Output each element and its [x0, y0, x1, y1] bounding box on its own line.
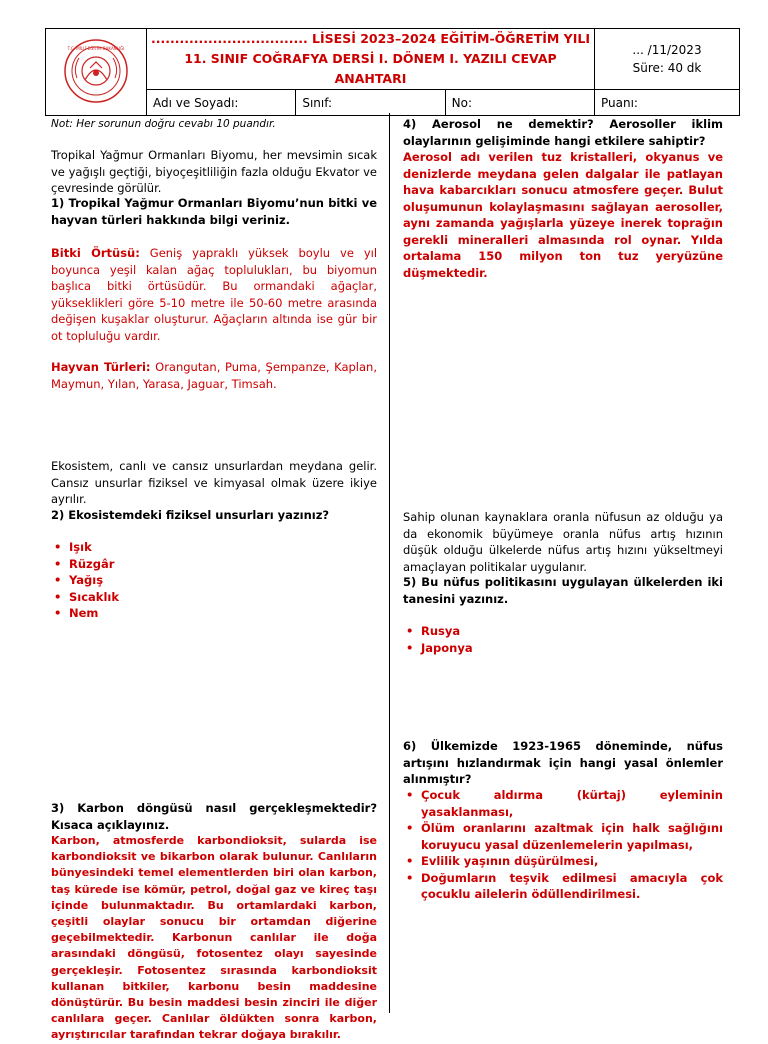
list-item: • Evlilik yaşının düşürülmesi,: [406, 854, 599, 868]
bullet-dot-icon: •: [54, 573, 62, 587]
date-cell: [595, 29, 740, 90]
list-item: • Işık: [54, 540, 92, 554]
q5-answer-list: [403, 623, 723, 656]
column-divider: [389, 113, 390, 1013]
bullet-dot-icon: •: [406, 821, 414, 835]
q1-plant-text: Geniş yapraklı yüksek boylu ve yıl boyunca yeşil kalan ağaç toplulukları, bu biyomun başlıca bitki örtüsüdür. Bu ormandaki ağaçlar, yükseklikleri göre 5-10 metre ile 50-60 metre arasında değişen kuşaklar oluşturur. Ağaçların altında ise gür bir ot topluluğu vardır.: [51, 246, 378, 343]
list-item: • Rüzgâr: [54, 556, 115, 571]
exam-date: ... /11/2023: [632, 43, 702, 57]
bullet-dot-icon: •: [406, 624, 414, 638]
score-field[interactable]: Puanı:: [595, 90, 740, 116]
list-item: • Ölüm oranlarını azaltmak için halk sağlığını koruyucu yasal düzenlemelerin yapılması,: [406, 821, 723, 852]
number-field[interactable]: No:: [445, 90, 594, 116]
list-item: • Japonya: [406, 640, 473, 655]
q2-answer-list: [51, 539, 377, 622]
logo-cell: [46, 29, 147, 116]
question-5: 5) Bu nüfus politikasını uygulayan ülkelerden iki tanesini yazınız.: [403, 575, 723, 606]
list-item: • Doğumların teşvik edilmesi amacıyla çok çocuklu ailelerin ödüllendirilmesi.: [406, 870, 723, 901]
list-item: • Çocuk aldırma (kürtaj) eyleminin yasaklanması,: [406, 788, 723, 819]
logo-text: T.C. MİLLÎ EĞİTİM BAKANLIĞI: [67, 45, 125, 51]
bullet-dot-icon: •: [54, 606, 62, 620]
class-field[interactable]: Sınıf:: [296, 90, 445, 116]
q3-answer: Karbon, atmosferde karbondioksit, sularda ise karbondioksit ve bikarbon olarak bulunur. Canlıların bünyesindeki temel elementlerden biri olan karbon, taş kürede ise kömür, petrol, doğal gaz ve kireç taşı içinde bulunmaktadır. Bu ortamlardaki karbon, çeşitli olaylar sonucu bir ortamdan diğerine geçebilmektedir. Karbonun canlılar ile doğa arasındaki döngüsü, fotosentez olayı sayesinde gerçekleşir. Fotosentez sırasında karbondioksit kullanan bitkiler, karbonu besin maddesine dönüştürür. Bu besin maddesi besin zinciri ile diğer canlılara geçer. Canlılar öldükten sonra karbon, ayrıştırıcılar tarafından tekrar doğaya bırakılır.: [51, 834, 377, 1042]
bullet-dot-icon: •: [406, 854, 414, 868]
question-3: 3) Karbon döngüsü nasıl gerçekleşmektedir? Kısaca açıklayınız.: [51, 801, 377, 832]
bullet-dot-icon: •: [406, 870, 414, 885]
bullet-dot-icon: •: [406, 640, 414, 655]
question-4: 4) Aerosol ne demektir? Aerosoller iklim olaylarının gelişiminde hangi etkilere sahiptir?: [403, 117, 723, 148]
question-1: 1) Tropikal Yağmur Ormanları Biyomu’nun bitki ve hayvan türleri hakkında bilgi veriniz.: [51, 196, 377, 227]
q1-animal-text: Orangutan, Puma, Şempanze, Kaplan, Maymun, Yılan, Yarasa, Jaguar, Timsah.: [51, 360, 377, 391]
q4-answer: Aerosol adı verilen tuz kristalleri, okyanus ve denizlerde meydana gelen dalgalar ile patlayan hava kabarcıkları sonucu atmosfere geçer. Bulut oluşumunun kolaylaşmasını sağlayan aerosoller, aynı zamanda yağışlarla yüzeye inerek toprağın gerekli mineralleri almasında rol oynar. Yılda ortalama 150 milyon ton tuz yeryüzüne düşmektedir.: [403, 150, 723, 280]
bullet-dot-icon: •: [406, 788, 414, 802]
exam-title: [147, 29, 595, 90]
q1-plant-answer: [51, 245, 377, 344]
meb-logo-icon: [63, 38, 129, 104]
bullet-dot-icon: •: [54, 589, 62, 604]
q1-animal-label: Hayvan Türleri:: [51, 360, 151, 374]
question-6: 6) Ülkemizde 1923-1965 döneminde, nüfus artışını hızlandırmak için hangi yasal önlemler alınmıştır?: [403, 739, 723, 786]
q2-intro: Ekosistem, canlı ve cansız unsurlardan meydana gelir. Cansız unsurlar fiziksel ve kimyasal olmak üzere ikiye ayrılır.: [51, 459, 377, 506]
exam-note: Not: Her sorunun doğru cevabı 10 puandır.: [51, 118, 276, 130]
list-item: • Nem: [54, 606, 99, 620]
q1-animal-answer: [51, 359, 377, 392]
bullet-dot-icon: •: [54, 556, 62, 571]
bullet-dot-icon: •: [54, 540, 62, 554]
list-item: • Rusya: [406, 624, 461, 638]
list-item: • Yağış: [54, 573, 104, 587]
q1-plant-label: Bitki Örtüsü:: [51, 246, 140, 260]
exam-duration: Süre: 40 dk: [632, 61, 702, 75]
question-2: 2) Ekosistemdeki fiziksel unsurları yazınız?: [51, 508, 330, 522]
title-line-1: ................................. LİSESİ 2023–2024 EĞİTİM-ÖĞRETİM YILI: [151, 31, 590, 46]
exam-header: [45, 28, 740, 116]
title-line-2: 11. SINIF COĞRAFYA DERSİ I. DÖNEM I. YAZILI CEVAP ANAHTARI: [184, 51, 557, 86]
q5-intro: Sahip olunan kaynaklara oranla nüfusun az olduğu ya da ekonomik büyümeye oranla nüfus artış hızının düşük olduğu ülkelerde nüfus artış hızını yükseltmeyi amaçlayan politikalar uygulanır.: [403, 510, 723, 574]
list-item: • Sıcaklık: [54, 589, 119, 604]
q6-answer-list: [403, 787, 723, 903]
name-field[interactable]: Adı ve Soyadı:: [147, 90, 296, 116]
q1-intro: Tropikal Yağmur Ormanları Biyomu, her mevsimin sıcak ve yağışlı geçtiği, biyoçeşitliliğin fazla olduğu Ekvator ve çevresinde görülür.: [51, 148, 377, 195]
